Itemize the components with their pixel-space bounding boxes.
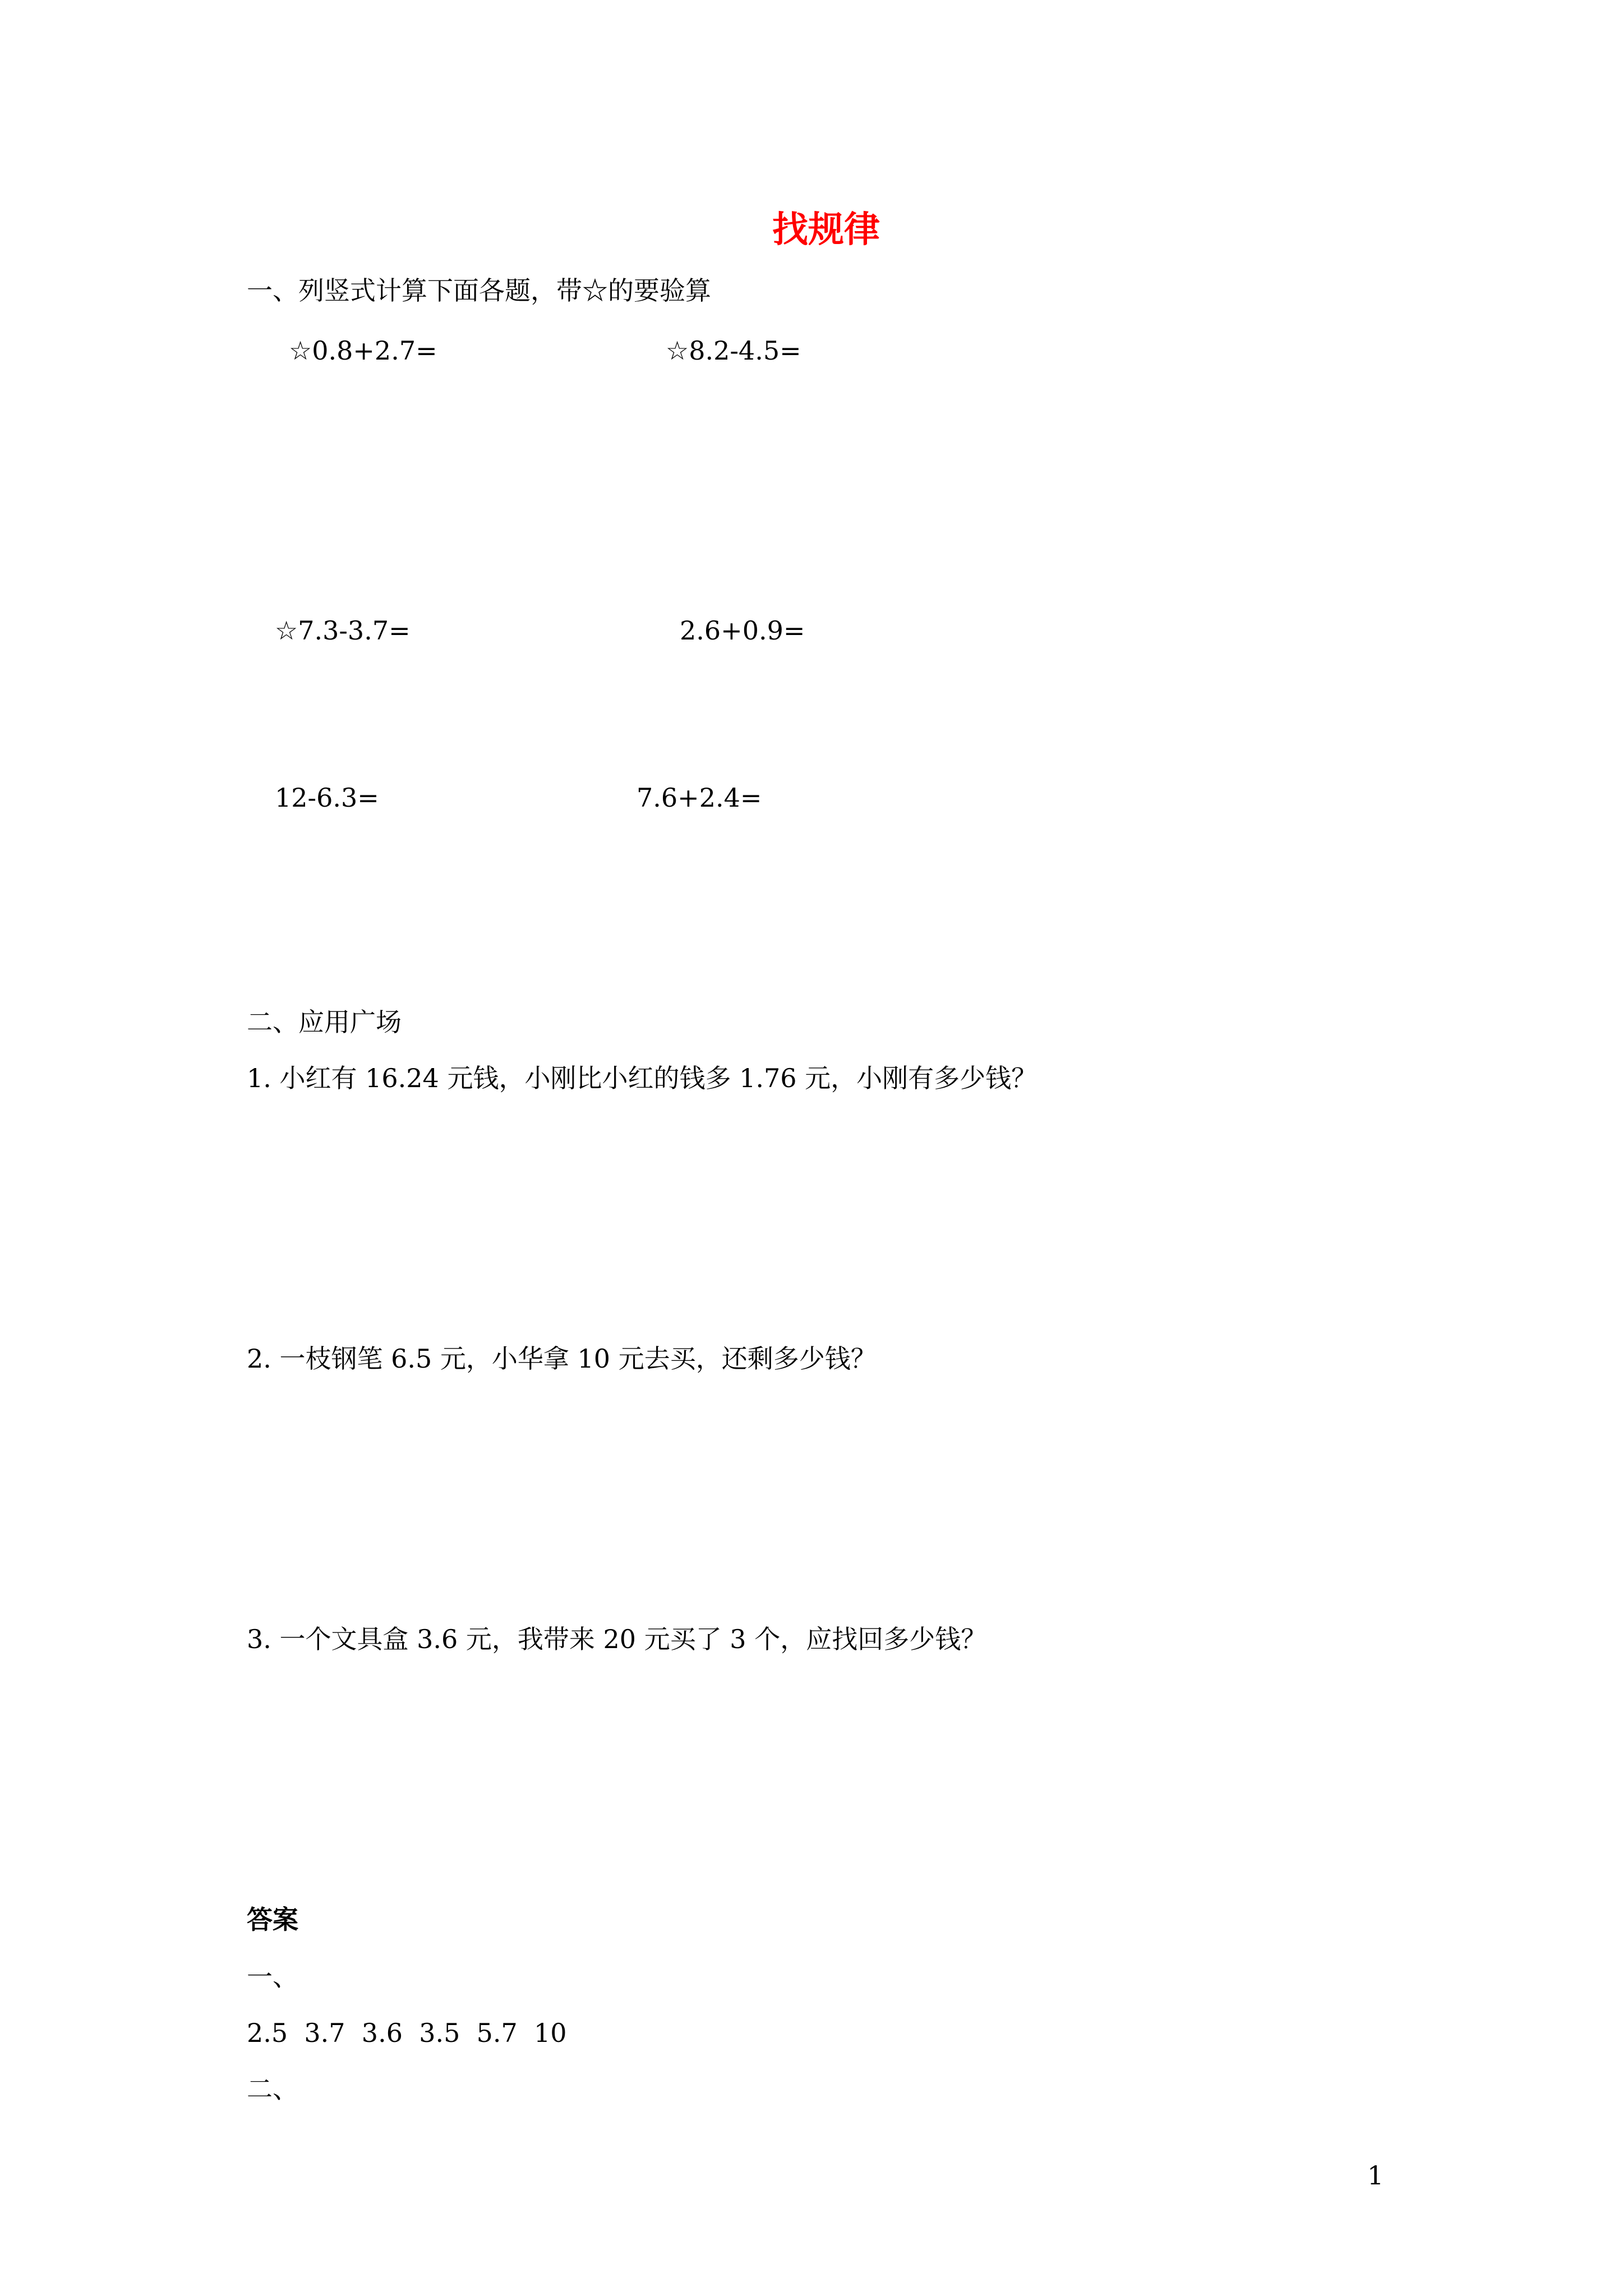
page-title: 找规律 [772,209,880,251]
question-2: 2. 一枝钢笔 6.5 元，小华拿 10 元去买，还剩多少钱？ [247,1343,877,1374]
problem-6: 7.6+2.4= [637,783,762,813]
answers-part2-label: 二、 [247,2074,298,2104]
answers-heading: 答案 [247,1904,298,1935]
answers-part1-label: 一、 [247,1962,298,1992]
problem-2: ☆8.2-4.5= [666,335,801,366]
problem-5: 12-6.3= [275,783,379,813]
problem-1: ☆0.8+2.7= [289,335,437,366]
page-number: 1 [1367,2160,1384,2191]
question-3: 3. 一个文具盒 3.6 元，我带来 20 元买了 3 个，应找回多少钱？ [247,1624,987,1654]
problem-3: ☆7.3-3.7= [275,615,411,646]
section1-heading: 一、列竖式计算下面各题，带☆的要验算 [247,275,711,306]
question-1: 1. 小红有 16.24 元钱，小刚比小红的钱多 1.76 元，小刚有多少钱？ [247,1063,1038,1093]
problem-4: 2.6+0.9= [680,615,805,646]
section2-heading: 二、应用广场 [247,1007,402,1037]
answers-part1-values: 2.5 3.7 3.6 3.5 5.7 10 [247,2018,567,2048]
